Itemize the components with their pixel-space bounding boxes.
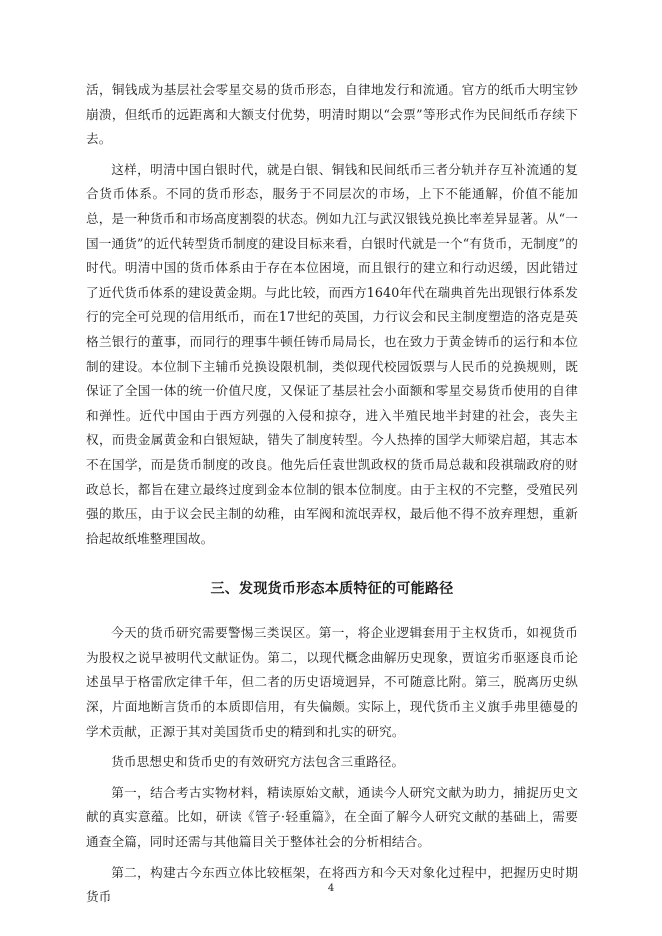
paragraph-silver-era: 这样，明清中国白银时代，就是白银、铜钱和民间纸币三者分轨并存互补流通的复合货币体系。不同的货币形态，服务于不同层次的市场，上下不能通解，价值不能加总，是一种货币和市场高度割裂的状态。例如九江与武汉银钱兑换比率差异显著。从“一国一通货”的近代转型货币制度的建设目标来看，白银时代就是一个“有货币，无制度”的时代。明清中国的货币体系由于存在本位困境，而且银行的建立和行动迟缓，因此错过了近代货币体系的建设黄金期。与此比较，而西方1640年代在瑞典首先出现银行体系发行的完全可兑现的信用纸币，而在17世纪的英国，力行议会和民主制度塑造的洛克是英格兰银行的董事，而同行的理事牛顿任铸币局局长，也在致力于黄金铸币的运行和本位制的建设。本位制下主辅币兑换设限机制，类似现代校园饭票与人民币的兑换规则，既保证了全国一体的统一价值尺度，又保证了基层社会小面额和零星交易货币使用的自律和弹性。近代中国由于西方列强的入侵和掠夺，进入半殖民地半封建的社会，丧失主权，而贵金属黄金和白银短缺，错失了制度转型。今人热捧的国学大师梁启超，其志本不在国学，而是货币制度的改良。他先后任袁世凯政权的货币局总裁和段祺瑞政府的财政总长，都旨在建立最终过度到金本位制的银本位制度。由于主权的不完整，受殖民列强的欺压，由于议会民主制的幼稚，由军阀和流氓弄权，最后他不得不放弃理想，重新拾起故纸堆整理国故。: [86, 161, 578, 546]
paragraph-continuation: 活，铜钱成为基层社会零星交易的货币形态，自律地发行和流通。官方的纸币大明宝钞崩溃，但纸币的远距离和大额支付优势，明清时期以“会票”等形式作为民间纸币存续下去。: [86, 82, 578, 147]
section-heading: 三、发现货币形态本质特征的可能路径: [210, 581, 454, 598]
paragraph-path-one: 第一，结合考古实物材料，精读原始文献，通读今人研究文献为助力，捕捉历史文献的真实意蕴。比如，研读《管子·轻重篇》，在全面了解今人研究文献的基础上，需要通查全篇，同时还需与其他篇目关于整体社会的分析相结合。: [86, 784, 578, 850]
paragraph-three-paths-intro: 货币思想史和货币史的有效研究方法包含三重路径。: [111, 754, 405, 770]
page-body: [86, 78, 578, 910]
paragraph-three-pitfalls: 今天的货币研究需要警惕三类误区。第一，将企业逻辑套用于主权货币，如视货币为股权之说早被明代文献证伪。第二，以现代概念曲解历史现象，贾谊劣币驱逐良币论述虽早于格雷欣定律千年，但二者的历史语境迥异，不可随意比附。第三，脱离历史纵深，片面地断言货币的本质即信用，有失偏颇。实际上，现代货币主义旗手弗里德曼的学术贡献，正源于其对美国货币史的精到和扎实的研究。: [86, 625, 578, 739]
paragraph-path-two: 第二，构建古今东西立体比较框架，在将西方和今天对象化过程中，把握历史时期货币: [86, 864, 578, 905]
page-number: 4: [327, 883, 335, 894]
